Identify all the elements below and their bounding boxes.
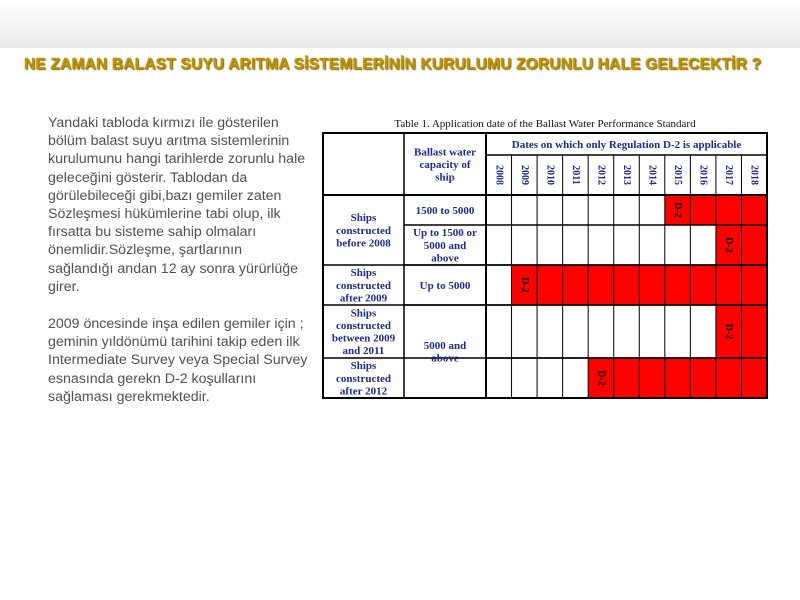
table-grid (320, 131, 770, 405)
applicable-cell (588, 265, 614, 305)
year-label: 2009 (518, 165, 530, 185)
slide-title: NE ZAMAN BALAST SUYU ARITMA SİSTEMLERİNİN KURULUMU ZORUNLU HALE GELECEKTİR ? (24, 56, 762, 73)
dates-header: Dates on which only Regulation D-2 is applicable (511, 139, 742, 151)
capacity-header: capacity of (419, 158, 471, 171)
applicable-cell (639, 358, 665, 398)
ship-group-label: after 2009 (339, 292, 388, 305)
capacity-label: above (431, 252, 459, 265)
applicable-cell (563, 265, 589, 305)
applicable-cell (741, 225, 767, 265)
applicable-cell (716, 265, 742, 305)
year-label: 2017 (723, 165, 735, 185)
applicable-cell (639, 265, 665, 305)
applicable-cell (741, 195, 767, 225)
capacity-label: Up to 5000 (419, 279, 471, 292)
ship-group-label: Ships (350, 212, 377, 225)
ship-group-label: constructed (336, 279, 391, 292)
d2-marker: D-2 (595, 370, 607, 386)
ship-group-label: before 2008 (336, 237, 391, 250)
applicable-cell (690, 195, 716, 225)
year-label: 2013 (621, 165, 632, 185)
applicable-cell (741, 265, 767, 305)
applicable-cell (690, 265, 716, 305)
year-label: 2014 (646, 165, 658, 185)
applicable-cell (741, 305, 767, 358)
d2-marker: D-2 (723, 323, 735, 340)
applicable-cell (665, 358, 691, 398)
ship-group-label: constructed (336, 320, 391, 332)
applicable-cell (741, 358, 767, 398)
ship-group-label: constructed (336, 224, 391, 237)
capacity-label: 1500 to 5000 (415, 204, 475, 217)
applicable-cell (665, 265, 691, 305)
d2-marker: D-2 (518, 277, 530, 293)
year-label: 2015 (672, 165, 684, 185)
paragraph-table-explanation: Yandaki tabloda kırmızı ile gösterilen bölüm balast suyu arıtma sistemlerinin kurulumunu hangi tarihlerde zorunlu hale geleceğini gösterir. Tablodan da görülebileceği gibi,bazı gemiler zaten Sözleşmesi hükümlerine tabi olup, ilk fırsatta bu sisteme sahip olmaları önemlidir.Sözleşme, şartlarının sağlandığı andan 12 ay sonra yürürlüğe girer. (48, 115, 306, 295)
ship-group-label: Ships (350, 307, 377, 320)
ship-group-label: Ships (350, 267, 377, 280)
ballast-water-table (320, 117, 770, 405)
ship-group-label: and 2011 (342, 345, 385, 358)
year-label: 2018 (748, 165, 760, 185)
paragraph-pre-2009-ships: 2009 öncesinde inşa edilen gemiler için ; geminin yıldönümü tarihini takip eden ilk Intermediate Survey veya Special Survey esnasında gerekn D-2 koşullarını sağlaması gerekmektedir. (48, 316, 308, 405)
applicable-cell (690, 358, 716, 398)
table-caption: Table 1. Application date of the Ballast Water Performance Standard (394, 118, 696, 130)
applicable-cell (716, 358, 742, 398)
applicable-cell (614, 358, 640, 398)
d2-marker: D-2 (672, 202, 684, 218)
capacity-label: 5000 and (423, 340, 467, 352)
capacity-label: Up to 1500 or (413, 227, 477, 240)
top-decorative-band (0, 0, 800, 48)
ship-group-label: constructed (336, 372, 391, 385)
capacity-header: Ballast water (413, 146, 477, 159)
d2-marker: D-2 (723, 237, 735, 253)
year-label: 2011 (569, 165, 581, 185)
year-label: 2010 (544, 165, 556, 185)
year-label: 2016 (697, 165, 709, 185)
slide-body-text (48, 114, 310, 425)
ship-group-label: after 2012 (339, 385, 388, 398)
ship-group-label: Ships (350, 360, 377, 373)
year-label: 2008 (493, 165, 505, 185)
capacity-header: ship (435, 171, 455, 184)
applicable-cell (537, 265, 563, 305)
ship-group-label: between 2009 (331, 332, 396, 345)
applicable-cell (614, 265, 640, 305)
applicable-cell (716, 195, 742, 225)
capacity-label: 5000 and (423, 239, 467, 252)
year-label: 2012 (595, 165, 607, 185)
capacity-label: above (431, 352, 459, 365)
